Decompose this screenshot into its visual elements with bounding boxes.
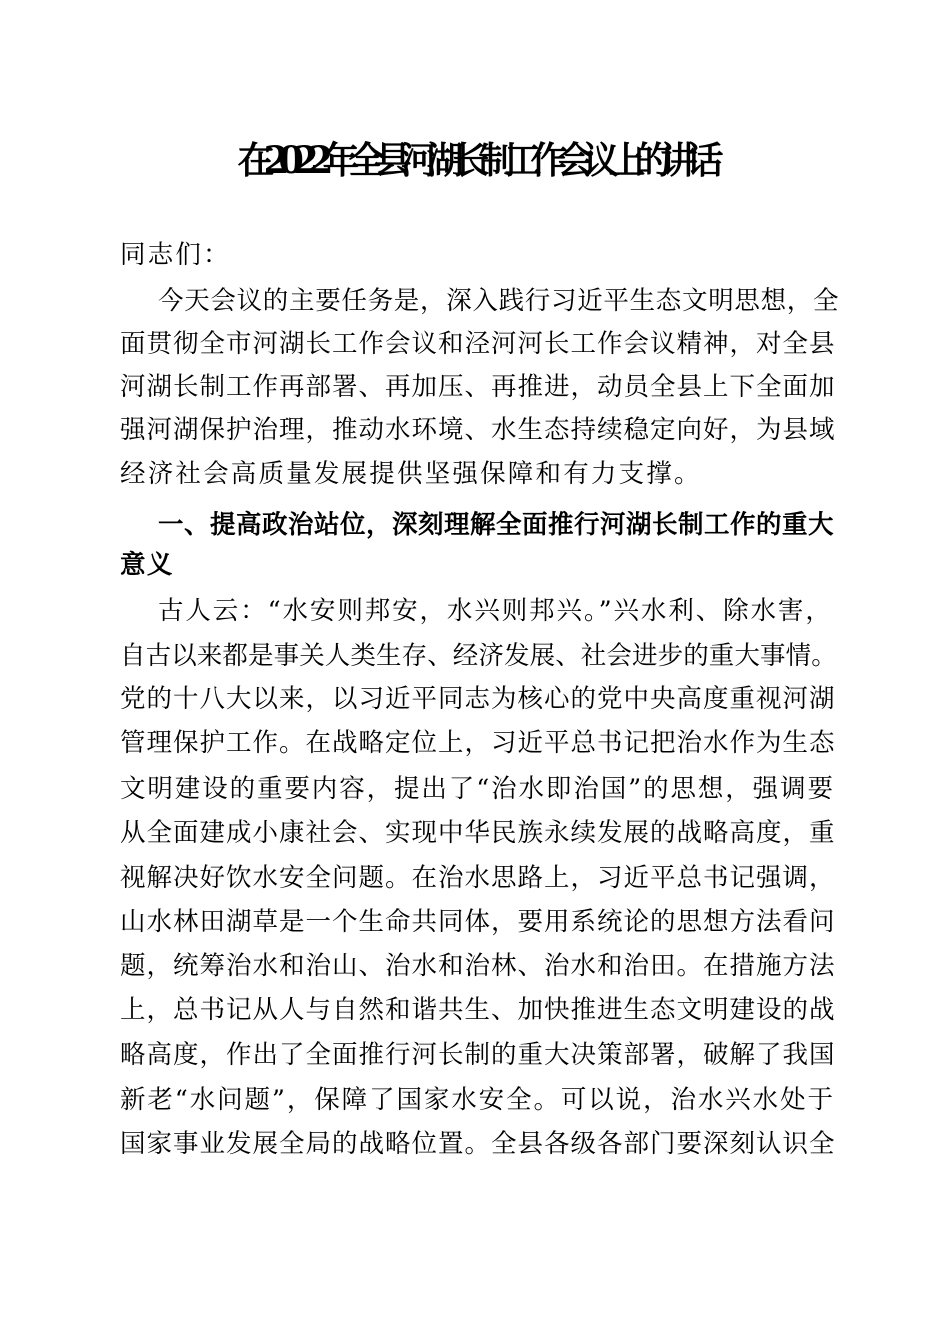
paragraph-2-line: 视解决好饮水安全问题。在治水思路上，习近平总书记强调，	[120, 863, 836, 893]
paragraph-1-line: 强河湖保护治理，推动水环境、水生态持续稳定向好，为县域	[120, 415, 836, 445]
paragraph-1-line: 河湖长制工作再部署、再加压、再推进，动员全县上下全面加	[120, 372, 836, 402]
section-1-heading-continued: 意义	[120, 550, 174, 580]
paragraph-1-line: 面贯彻全市河湖长工作会议和泾河河长工作会议精神，对全县	[120, 329, 836, 359]
paragraph-2-line: 新老“水问题”，保障了国家水安全。可以说，治水兴水处于	[120, 1085, 835, 1115]
paragraph-2-line: 文明建设的重要内容，提出了“治水即治国”的思想，强调要	[120, 774, 835, 804]
paragraph-2-line: 略高度，作出了全面推行河长制的重大决策部署，破解了我国	[120, 1040, 836, 1070]
paragraph-1-line: 今天会议的主要任务是，深入践行习近平生态文明思想，全	[158, 286, 840, 316]
document-title: 在2022年全县河湖长制工作会议上的讲话	[237, 138, 713, 182]
paragraph-2-line: 题，统筹治水和治山、治水和治林、治水和治田。在措施方法	[120, 951, 836, 981]
paragraph-2-line: 自古以来都是事关人类生存、经济发展、社会进步的重大事情。	[120, 641, 837, 671]
section-1-heading: 一、提高政治站位，深刻理解全面推行河湖长制工作的重大	[158, 510, 835, 540]
paragraph-2-line: 从全面建成小康社会、实现中华民族永续发展的战略高度，重	[120, 818, 836, 848]
salutation: 同志们：	[120, 240, 231, 270]
paragraph-2-line: 党的十八大以来，以习近平同志为核心的党中央高度重视河湖	[120, 684, 836, 714]
paragraph-2-line: 国家事业发展全局的战略位置。全县各级各部门要深刻认识全	[120, 1129, 836, 1159]
paragraph-1-line: 经济社会高质量发展提供坚强保障和有力支撑。	[120, 459, 702, 489]
paragraph-2-line: 山水林田湖草是一个生命共同体，要用系统论的思想方法看问	[120, 907, 836, 937]
paragraph-2-line: 古人云：“水安则邦安，水兴则邦兴。”兴水利、除水害，	[158, 596, 833, 626]
paragraph-2-line: 上，总书记从人与自然和谐共生、加快推进生态文明建设的战	[120, 995, 836, 1025]
paragraph-2-line: 管理保护工作。在战略定位上，习近平总书记把治水作为生态	[120, 728, 836, 758]
